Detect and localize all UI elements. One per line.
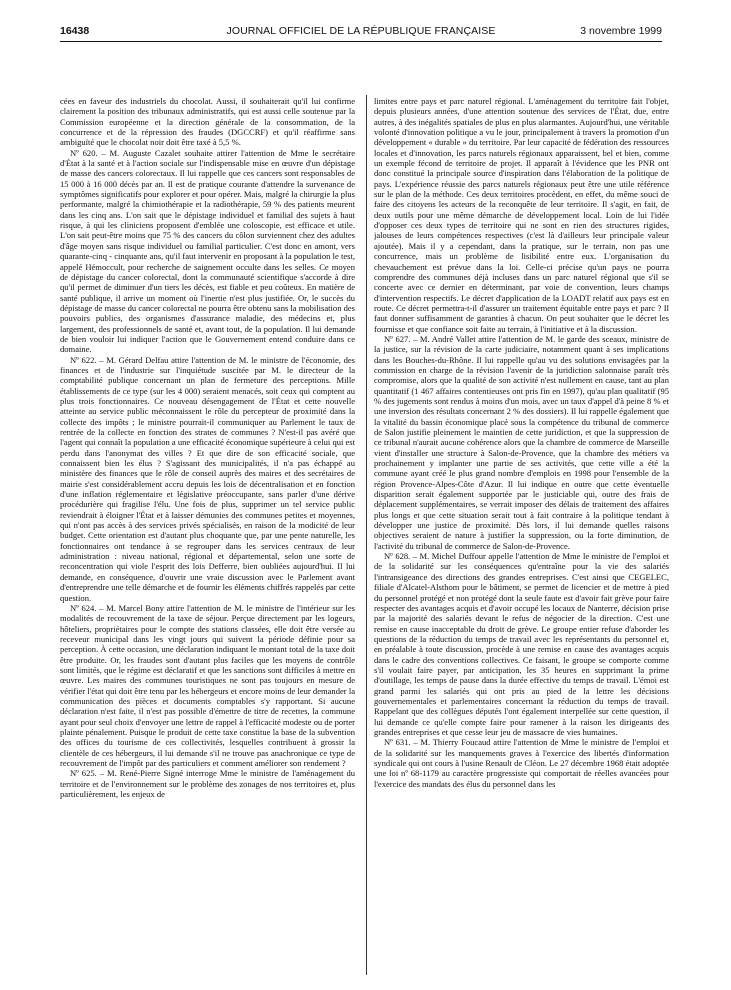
page-header (60, 25, 662, 41)
question-625-continuation: limites entre pays et parc naturel régional. L'aménagement du territoire fait l'objet, depuis plusieurs années, d'une attention soutenue des services de l'État, due, entre autres, à des inégalités spatiales de plus en plus alarmantes. Aujourd'hui, une véritable volonté d'innovation politique a vu le jour, principalement à travers la promotion d'un développement « durable » du territoire. Par leur capacité de fédération des ressources locales et d'innovation, les parcs naturels régionaux apparaissent, bel et bien, comme un exemple fécond de territoire de projet. Il apparaît à l'évidence que les PNR ont donc constitué la principale source d'inspiration dans l'élaboration de la politique de pays. L'expérience réussie des parcs naturels régionaux peut être une utile référence sur le plan de la méthode. Ces deux territoires procèdent, en effet, du même souci de faire des citoyens les acteurs de la reconquête de leur territoire. Il s'agit, en fait, de deux outils pour une même démarche de développement local. Loin de lui l'idée d'opposer ces deux types de territoire qui ne sont en rien des structures rigides, jalouses de leurs compétences respectives (c'est là d'ailleurs leur principale valeur ajoutée). Mais il y a cependant, dans la pratique, sur le terrain, non pas une concurrence, mais un problème de lisibilité entre eux. L'organisation du chevauchement est prévue dans la loi. Celle-ci précise qu'un pays ne pourra comprendre des communes déjà incluses dans un parc naturel régional que s'il se concerte avec ce dernier en déterminant, par voie de convention, leurs champs d'intervention respectifs. Le décret d'application de la LOADT relatif aux pays est en route. Ce décret permettra-t-il d'assurer un traitement équitable entre pays et parc ? Il faut donner suffisamment de garanties à chacun. On peut souhaiter que le décret les fournisse et que confiance soit faite au terrain, à l'initiative et à la discussion. (374, 96, 669, 334)
question-628: Nº 628. – M. Michel Duffour appelle l'attention de Mme le ministre de l'emploi et de la solidarité sur les conséquences qu'entraîne pour la vie des salariés l'intransigeance des directions des grandes entreprises. C'est ainsi que CEGELEC, filiale d'Alcatel-Alsthom pour le bâtiment, se permet de licencier et de mettre à pied du personnel protégé et non protégé dont la seule faute est d'avoir fait grève pour faire respecter des avantages acquis et d'avoir occupé les locaux de Nanterre, décision prise par la majorité des salariés devant le refus de négocier de la direction. C'est une remise en cause inacceptable du droit de grève. Le groupe entier refuse d'aborder les questions de la réduction du temps de travail avec les représentants du personnel et, en préalable à toute discussion, procède à une remise en cause des avantages acquis dans le cadre des conventions collectives. Ce faisant, le groupe se comporte comme s'il voulait faire payer, par anticipation, les 35 heures en supprimant la prime d'outillage, les temps de pause dans la durée effective du temps de travail. L'émoi est grand parmi les salariés qui ont pris au pied de la lettre les décisions gouvernementales et parlementaires concernant la réduction du temps de travail. Rappelant que des collègues députés l'ont également interpellée sur cette question, il lui demande ce qu'elle compte faire pour ramener à la raison les dirigeants des grandes entreprises et que cesse leur jeu de massacre de vies humaines. (374, 551, 669, 737)
question-631: Nº 631. – M. Thierry Foucaud attire l'attention de Mme le ministre de l'emploi et de la solidarité sur les manquements graves à l'exercice des libertés d'information syndicale qui ont cours à l'usine Renault de Cléon. Le 27 décembre 1968 était adoptée une loi nº 68-1179 au caractère progressiste qui comportait de réelles avancées pour l'exercice des mandats des élus du personnel dans les (374, 737, 669, 789)
question-624: Nº 624. – M. Marcel Bony attire l'attention de M. le ministre de l'intérieur sur les modalités de recouvrement de la taxe de séjour. Perçue directement par les logeurs, hôteliers, propriétaires pour le compte des stations classées, elle doit être versée au receveur municipal dans les vingt jours qui suivent la période définie pour sa perception. À cette occasion, une déclaration indiquant le montant total de la taxe doit être produite. Or, les fraudes sont d'autant plus faciles que les moyens de contrôle sont limités, que le régime est déclaratif et que les sanctions sont difficiles à mettre en œuvre. Les maires des communes touristiques ne sont pas toujours en mesure de vérifier l'état qui doit être tenu par les hébergeurs et encore moins de leur demander la communication des pièces et documents comptables s'y rapportant. Si aucune déclaration n'est faite, il n'est pas possible d'émettre de titre de recettes, la commune ayant pour seul choix d'envoyer une lettre de rappel à l'efficacité modeste ou de porter plainte pénalement. Puisque le produit de cette taxe constitue la base de la subvention des offices du tourisme de ces collectivités, lesquelles contribuent à grossir la clientèle de ces hébergeurs, il lui demande s'il ne trouve pas anachronique ce type de recouvrement de l'impôt par des particuliers et comment améliorer son rendement ? (60, 602, 355, 768)
paragraph-chocolate-continuation: cées en faveur des industriels du chocolat. Aussi, il souhaiterait qu'il lui confirme clairement la position des tribunaux administratifs, qui est aussi celle soutenue par la Commission européenne et la direction générale de la consommation, de la concurrence et de la répression des fraudes (DGCCRF) et qu'il réaffirme sans ambiguïté que le chocolat noir doit être taxé à 5,5 %. (60, 96, 355, 148)
left-column (60, 96, 355, 976)
journal-title: JOURNAL OFFICIEL DE LA RÉPUBLIQUE FRANÇAISE (226, 25, 496, 37)
question-627: Nº 627. – M. André Vallet attire l'attention de M. le garde des sceaux, ministre de la justice, sur la révision de la carte judiciaire, notamment quant à ses implications dans les Bouches-du-Rhône. Il lui rappelle qu'au vu des solutions envisagées par la commission en charge de la révision l'avenir de la juridiction salonnaise paraît très compromise, alors que la qualité de son activité n'est nullement en cause, tant au plan quantitatif (1 467 affaires contentieuses ont pris fin en 1997), qu'au plan qualitatif (95 % des jugements sont rendus à moins d'un mois, avec un taux d'appel d'à peine 8 % et une inversion des résultats concernant 2 % des dossiers). Il lui rappelle également que la vitalité du bassin économique placé sous la compétence du tribunal de commerce de Salon justifie pleinement le maintien de cette juridiction, et que la suppression de ce tribunal n'aurait aucune cohérence alors que la chambre de commerce de Marseille vient d'installer une structure à Salon-de-Provence, que la chambre des métiers va prochainement y implanter une partie de ses activités, que cette ville a été la commune ayant créé le plus grand nombre d'emplois en 1998 pour l'ensemble de la région Provence-Alpes-Côte d'Azur. Il lui indique en outre que cette éventuelle disparition serait également supportée par le justiciable qui, outre des frais de déplacement supplémentaires, se verrait imposer des délais de traitement des affaires plus longs et que cette situation serait tout à fait contraire à la politique tendant à développer une justice de proximité. Dès lors, il lui demande quelles raisons objectives seraient de nature à justifier la suppression, ou la forte diminution, de l'activité du tribunal de commerce de Salon-de-Provence. (374, 333, 669, 551)
publication-date: 3 novembre 1999 (580, 25, 662, 37)
question-620: Nº 620. – M. Auguste Cazalet souhaite attirer l'attention de Mme le secrétaire d'État à la santé et à l'action sociale sur l'indispensable mise en œuvre d'un dépistage de masse des cancers colorectaux. Il lui rappelle que ces cancers sont responsables de 15 000 à 16 000 décès par an. Il est de pratique courante d'attendre la survenance de symptômes significatifs pour explorer et pour opérer. Mais, malgré la chirurgie la plus performante, malgré la chimiothérapie et la radiothérapie, 59 % des patients meurent dans les cinq ans. L'on sait que le dépistage individuel et familial des sujets à haut risque, à qui les cliniciens proposent d'emblée une coloscopie, est efficace et utile. L'on sait peut-être moins que 75 % des cancers du côlon surviennent chez des adultes d'âge moyen sans risque individuel ou familial particulier. C'est donc en amont, vers quarante-cinq - cinquante ans, qu'il faut intervenir en proposant à la population le test, appelé Hémoccult, pour recherche de saignement occulte dans les selles. Ce moyen de dépistage du cancer colorectal, dont la communauté scientifique s'accorde à dire qu'il permet de diminuer d'un tiers les décès, est fiable et peu coûteux. En matière de santé publique, il arrive un moment où l'inertie n'est plus justifiée. Or, le succès du dépistage de masse du cancer colorectal ne pourra être obtenu sans la mobilisation des pouvoirs publics, des organismes d'assurance maladie, des médecins et, plus largement, des professionnels de santé et, avant tout, de la population. Il lui demande de bien vouloir lui indiquer l'action que le Gouvernement entend conduire dans ce domaine. (60, 147, 355, 355)
right-column (374, 96, 669, 976)
question-625: Nº 625. – M. René-Pierre Signé interroge Mme le ministre de l'aménagement du territoire et de l'environnement sur le problème des zonages de nos territoires et, plus particulièrement, les enjeux de (60, 768, 355, 800)
header-rule (60, 41, 662, 42)
page-number: 16438 (60, 25, 90, 37)
question-622: Nº 622. – M. Gérard Delfau attire l'attention de M. le ministre de l'économie, des finances et de l'industrie sur l'inquiétude suscitée par M. le directeur de la comptabilité publique concernant un plan de fermeture des perceptions. Mille établissements de ce type (sur les 4 000) seraient menacés, soit ceux qui comptent au plus trois fonctionnaires. Ce nouveau désengagement de l'État et cette nouvelle atteinte au service public méconnaissent le rôle du percepteur de proximité dans la collecte des impôts ; le ministre pourrait-il communiquer au Parlement le taux de rentrée de la collecte en fonction des strates de communes ? N'est-il pas avéré que l'agent qui connaît la population a une efficacité économique supérieure à celui qui est perdu dans l'anonymat des villes ? Et que dire de son efficacité sociale, que connaissent bien les élus ? S'agissant des municipalités, il n'a pas échappé au ministère des finances que le rôle de conseil auprès des maires et des secrétaires de mairie s'est considérablement accru depuis les lois de décentralisation et en fonction d'une inflation réglementaire et législative préoccupante, sans parler d'une dérive procédurière qui fragilise l'élu. Une fois de plus, supprimer un tel service public reviendrait à éloigner l'État et à laisser démunies des communes petites et moyennes, qui n'ont pas accès à des services privés spécialisés, en raison de la modicité de leur budget. Cette orientation est d'autant plus choquante que, par une pente naturelle, les fonctionnaires ont tendance à se regrouper dans les services centraux de leur administration : niveau national, régional et départemental, selon une sorte de reconcentration qui viole l'esprit des lois Defferre, bien oubliées aujourd'hui. Il lui demande, en conséquence, d'ouvrir une vraie discussion avec le Parlement avant d'entreprendre une telle démarche et de fournir les éléments chiffrés rappelés par cette question. (60, 354, 355, 603)
column-divider (366, 95, 367, 975)
